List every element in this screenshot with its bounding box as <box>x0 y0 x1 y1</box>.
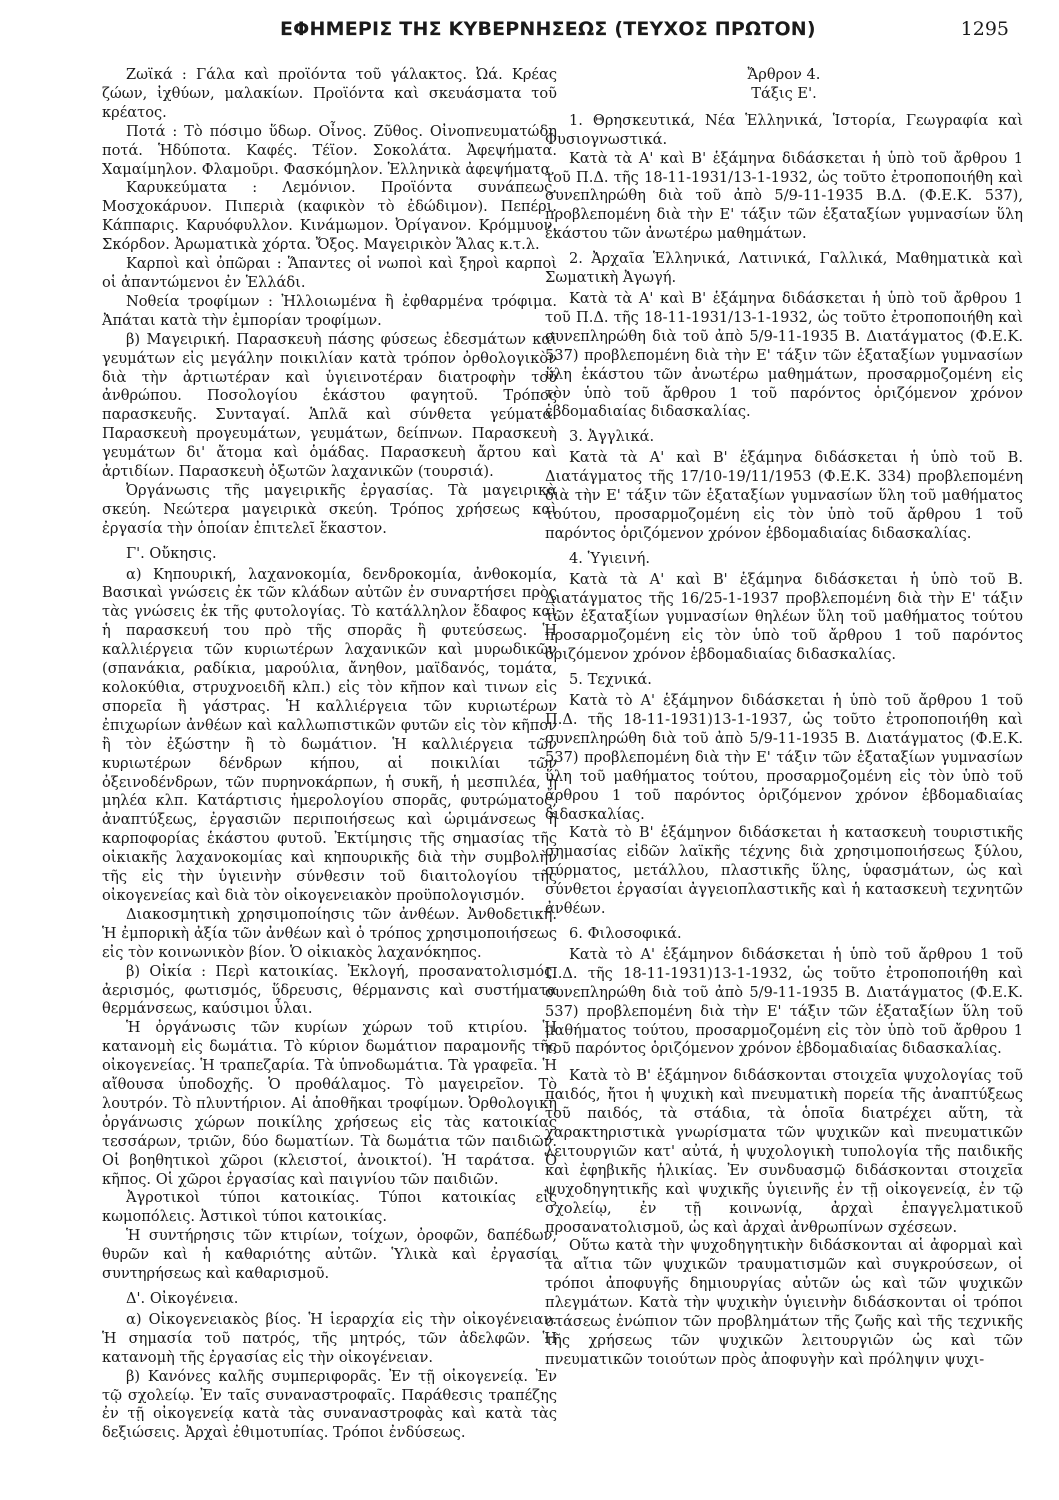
page-header <box>100 18 1019 58</box>
page-number: 1295 <box>960 18 1009 40</box>
left-column <box>102 66 557 1443</box>
paragraph: Νοθεία τροφίμων : Ἠλλοιωμένα ἢ ἐφθαρμένα τρόφιμα. Ἀπάται κατὰ τὴν ἐμπορίαν τροφίμων. <box>102 292 557 329</box>
paragraph: Κατὰ τὰ Α' καὶ Β' ἑξάμηνα διδάσκεται ἡ ὑπὸ τοῦ ἄρθρου 1 τοῦ Π.Δ. τῆς 18-11-1931/13-1-1932, ὡς τοῦτο ἐτροποποιήθη καὶ συνεπληρώθη διὰ τοῦ ἀπὸ 5/9-11-1935 Β. Διατάγματος (Φ.Ε.Κ. 537) προβλεπομένη διὰ τὴν Ε' τάξιν τῶν ἑξαταξίων γυμνασίων ὕλη ἑκάστου τῶν ἀνωτέρω μαθημάτων, προσαρμοζομένη εἰς τὸν ὑπὸ τοῦ ἄρθρου 1 τοῦ παρόντος ὁριζόμενον χρόνον ἑβδομαδιαίας διδασκαλίας. <box>545 289 1023 421</box>
paragraph: Ἡ συντήρησις τῶν κτιρίων, τοίχων, ὀροφῶν, δαπέδων, θυρῶν καὶ ἡ καθαριότης αὐτῶν. Ὑλικὰ καὶ ἐργασίαι συντηρήσεως καὶ καθαρισμοῦ. <box>102 1227 557 1283</box>
section-heading: Γ'. Οὔκησις. <box>126 544 217 562</box>
paragraph: Ἡ ὀργάνωσις τῶν κυρίων χώρων τοῦ κτιρίου. Ἡ κατανομὴ εἰς δωμάτια. Τὸ κύριον δωμάτιον παραμονῆς τῆς οἰκογενείας. Ἡ τραπεζαρία. Τὰ ὑπνοδωμάτια. Τὰ γραφεῖα. Ἡ αἴθουσα ὑποδοχῆς. Ὁ προθάλαμος. Τὸ μαγειρεῖον. Τὸ λουτρόν. Τὸ πλυντήριον. Αἱ ἀποθῆκαι τροφίμων. Ὀρθολογικὴ ὀργάνωσις χώρων ποικίλης χρήσεως εἰς τὰς κατοικίας τεσσάρων, τριῶν, δύο δωματίων. Τὰ δωμάτια τῶν παιδιῶν. Οἱ βοηθητικοὶ χῶροι (κλειστοί, ἀνοικτοί). Ἡ ταράτσα. Ὁ κῆπος. Οἱ χῶροι ἐργασίας καὶ παιγνίου τῶν παιδιῶν. <box>102 1019 557 1188</box>
paragraph: Κατὰ τὸ Β' ἑξάμηνον διδάσκεται ἡ κατασκευὴ τουριστικῆς σημασίας εἰδῶν λαϊκῆς τέχνης διὰ χρησιμοποιήσεως ξύλου, σύρματος, μετάλλου, πλαστικῆς ὕλης, ὑφασμάτων, ὡς καὶ σύνθετοι ἐργασίαι ἀγγειοπλαστικῆς καὶ ἡ κατασκευὴ τεχνητῶν ἀνθέων. <box>545 824 1023 918</box>
paragraph: Καρποὶ καὶ ὀπῶραι : Ἅπαντες οἱ νωποὶ καὶ ξηροὶ καρποὶ οἱ ἀπαντώμενοι ἐν Ἑλλάδι. <box>102 255 557 291</box>
paragraph: Κατὰ τὰ Α' καὶ Β' ἑξάμηνα διδάσκεται ἡ ὑπὸ τοῦ ἄρθρου 1 τοῦ Π.Δ. τῆς 18-11-1931/13-1-1932, ὡς τοῦτο ἐτροποποιήθη καὶ συνεπληρώθη διὰ τοῦ ἀπὸ 5/9-11-1935 Β.Δ. (Φ.Ε.Κ. 537), προβλεπομένη διὰ τὴν Ε' τάξιν τῶν ἑξαταξίων γυμνασίων ὕλη ἑκάστου τῶν ἀνωτέρω μαθημάτων. <box>545 149 1023 243</box>
paragraph: α) Οἰκογενειακὸς βίος. Ἡ ἱεραρχία εἰς τὴν οἰκογένειαν. Ἡ σημασία τοῦ πατρός, τῆς μητρός, τῶν ἀδελφῶν. Ἡ κατανομὴ τῆς ἐργασίας εἰς τὴν οἰκογένειαν. <box>102 1310 557 1366</box>
subject-heading: 5. Τεχνικά. <box>569 671 652 689</box>
subject-heading: 2. Ἀρχαῖα Ἑλληνικά, Λατινικά, Γαλλικά, Μαθηματικὰ καὶ Σωματικὴ Ἀγωγή. <box>545 250 1023 287</box>
section-heading: Δ'. Οἰκογένεια. <box>126 1290 239 1307</box>
article-title: Ἄρθρον 4. <box>747 66 821 83</box>
gazette-title: ΕΦΗΜΕΡΙΣ ΤΗΣ ΚΥΒΕΡΝΗΣΕΩΣ (ΤΕΥΧΟΣ ΠΡΩΤΟΝ) <box>280 18 816 40</box>
paragraph: Κατὰ τὰ Α' καὶ Β' ἑξάμηνα διδάσκεται ἡ ὑπὸ τοῦ Β. Διατάγματος τῆς 17/10-19/11/1953 (Φ.Ε.Κ. 334) προβλεπομένη διὰ τὴν Ε' τάξιν τῶν ἑξαταξίων γυμνασίων ὕλη τοῦ μαθήματος τούτου, προσαρμοζομένη εἰς τὸν ὑπὸ τοῦ ἄρθρου 1 τοῦ παρόντος ὁριζόμενον χρόνον ἑβδομαδιαίας διδασκαλίας. <box>545 449 1023 542</box>
paragraph: Κατὰ τὰ Α' καὶ Β' ἑξάμηνα διδάσκεται ἡ ὑπὸ τοῦ Β. Διατάγματος τῆς 16/25-1-1937 προβλεπομένη διὰ τὴν Ε' τάξιν τῶν ἑξαταξίων γυμνασίων θηλέων ὕλη τοῦ μαθήματος τούτου προσαρμοζομένη εἰς τὸν ὑπὸ τοῦ ἄρθρου 1 τοῦ παρόντος ὁριζόμενον χρόνον ἑβδομαδιαίας διδασκαλίας. <box>545 570 1023 664</box>
subject-heading: 4. Ὑγιεινή. <box>569 549 650 567</box>
paragraph: β) Κανόνες καλῆς συμπεριφορᾶς. Ἐν τῇ οἰκογενείᾳ. Ἐν τῷ σχολείῳ. Ἐν ταῖς συναναστροφαῖς. Παράθεσις τραπέζης ἐν τῇ οἰκογενείᾳ κατὰ τὰς συναναστροφὰς καὶ κατὰ τὰς δεξιώσεις. Ἀρχαὶ ἐθιμοτυπίας. Τρόποι ἐνδύσεως. <box>102 1367 557 1442</box>
paragraph: Οὕτω κατὰ τὴν ψυχοδηγητικὴν διδάσκονται αἱ ἀφορμαὶ καὶ τὰ αἴτια τῶν ψυχικῶν τραυματισμῶν καὶ συγκρούσεων, οἱ τρόποι ἀποφυγῆς δημιουργίας αὐτῶν ὡς καὶ τῶν ψυχικῶν πλεγμάτων. Κατὰ τὴν ψυχικὴν ὑγιεινὴν διδάσκονται οἱ τρόποι στάσεως ἐνώπιον τῶν προβλημάτων τῆς ζωῆς καὶ τῆς τεχνικῆς τῆς χρήσεως τῶν ψυχικῶν λειτουργιῶν ὡς καὶ τῶν πνευματικῶν τοιούτων πρὸς ἀποφυγὴν καὶ πρόληψιν ψυχι- <box>545 1237 1023 1368</box>
paragraph: Ὀργάνωσις τῆς μαγειρικῆς ἐργασίας. Τὰ μαγειρικὰ σκεύη. Νεώτερα μαγειρικὰ σκεύη. Τρόπος χρήσεως καὶ ἐργασία τὴν ὁποίαν ἐπιτελεῖ ἕκαστον. <box>102 481 557 537</box>
paragraph: Κατὰ τὸ Α' ἑξάμηνον διδάσκεται ἡ ὑπὸ τοῦ ἄρθρου 1 τοῦ Π.Δ. τῆς 18-11-1931)13-1-1932, ὡς τοῦτο ἐτροποποιήθη καὶ συνεπληρώθη διὰ τοῦ ἀπὸ 5/9-11-1935 Β. Διατάγματος (Φ.Ε.Κ. 537) προβλεπομένη διὰ τὴν Ε' τάξιν τῶν ἑξαταξίων ὕλη τοῦ μαθήματος τούτου, προσαρμοζομένη εἰς τὸν ὑπὸ τοῦ ἄρθρου 1 τοῦ παρόντος ὁριζόμενον χρόνον ἑβδομαδιαίας διδασκαλίας. <box>545 945 1023 1058</box>
paragraph: Κατὰ τὸ Β' ἑξάμηνον διδάσκονται στοιχεῖα ψυχολογίας τοῦ παιδός, ἤτοι ἡ ψυχικὴ καὶ πνευματικὴ πορεία τῆς ἀναπτύξεως τοῦ παιδός, τὰ στάδια, τὰ ὁποῖα διατρέχει αὕτη, τὰ χαρακτηριστικὰ γνωρίσματα τῶν ψυχικῶν καὶ πνευματικῶν λειτουργιῶν κατ' αὐτά, ἡ ψυχολογικὴ τυπολογία τῆς παιδικῆς καὶ ἐφηβικῆς ἡλικίας. Ἐν συνδυασμῷ διδάσκονται στοιχεῖα ψυχοδηγητικῆς καὶ ψυχικῆς ὑγιεινῆς ἐν τῇ οἰκογενείᾳ, ἐν τῷ σχολείῳ, ἐν τῇ κοινωνίᾳ, ἀρχαὶ ἐπαγγελματικοῦ προσανατολισμοῦ, ὡς καὶ ἀρχαὶ ἀνθρωπίνων σχέσεων. <box>545 1067 1023 1236</box>
paragraph: α) Κηπουρική, λαχανοκομία, δενδροκομία, ἀνθοκομία, Βασικαὶ γνώσεις ἐκ τῶν κλάδων αὐτῶν ἐν συναρτήσει πρὸς τὰς γνώσεις ἐκ τῆς φυτολογίας. Τὸ κατάλληλον ἔδαφος καὶ ἡ παρασκευή του πρὸ τῆς σπορᾶς ἢ φυτεύσεως. Ἡ καλλιέργεια τῶν κυριωτέρων λαχανικῶν καὶ μυρωδικῶν (σπανάκια, ραδίκια, μαρούλια, ἄνηθον, μαϊδανός, τομάτα, κολοκύθια, στρυχνοειδῆ κλπ.) εἰς τὸν κῆπον καὶ τινων εἰς σπορεῖα ἢ γάστρας. Ἡ καλλιέργεια τῶν κυριωτέρων ἐπιχωρίων ἀνθέων καὶ καλλωπιστικῶν φυτῶν εἰς τὸν κῆπον ἢ τὸν ἐξώστην ἢ τὸ δωμάτιον. Ἡ καλλιέργεια τῶν κυριωτέρων δένδρων κήπου, αἱ ποικιλίαι τῶν ὀξεινοδένδρων, τῶν πυρηνοκάρπων, ἡ συκῆ, ἡ μεσπιλέα, ἡ μηλέα κλπ. Κατάρτισις ἡμερολογίου σπορᾶς, φυτρώματος, ἀναπτύξεως, ἐργασιῶν περιποιήσεως καὶ ὡριμάνσεως ἢ καρποφορίας ἑκάστου φυτοῦ. Ἐκτίμησις τῆς σημασίας τῆς οἰκιακῆς λαχανοκομίας καὶ κηπουρικῆς διὰ τὴν συμβολὴν τῆς εἰς τὴν ὑγιεινὴν σύνθεσιν τοῦ διαιτολογίου τῆς οἰκογενείας καὶ διὰ τὸν οἰκογενειακὸν προϋπολογισμόν. <box>102 565 557 904</box>
subject-heading: 6. Φιλοσοφικά. <box>569 924 682 942</box>
paragraph: Διακοσμητικὴ χρησιμοποίησις τῶν ἀνθέων. Ἀνθοδετική. Ἡ ἐμπορικὴ ἀξία τῶν ἀνθέων καὶ ὁ τρόπος χρησιμοποιήσεως εἰς τὸν κοινωνικὸν βίον. Ὁ οἰκιακὸς λαχανόκηπος. <box>102 905 557 961</box>
paragraph: Ἀγροτικοὶ τύποι κατοικίας. Τύποι κατοικίας εἰς κωμοπόλεις. Ἀστικοὶ τύποι κατοικίας. <box>102 1189 557 1226</box>
subject-heading: 1. Θρησκευτικά, Νέα Ἑλληνικά, Ἱστορία, Γεωγραφία καὶ Φυσιογνωστικά. <box>545 111 1023 148</box>
paragraph: Καρυκεύματα : Λεμόνιον. Προϊόντα συνάπεως. Μοσχοκάρυον. Πιπεριὰ (καφικὸν τὸ ἐδώδιμον). Πεπέρι. Κάππαρις. Καρυόφυλλον. Κινάμωμον. Ὀρίγανον. Κρόμμυον. Σκόρδον. Ἀρωματικὰ χόρτα. Ὄξος. Μαγειρικὸν Ἅλας κ.τ.λ. <box>102 179 557 254</box>
paragraph: Ποτά : Τὸ πόσιμο ὕδωρ. Οἶνος. Ζῦθος. Οἰνοπνευματώδη ποτά. Ἡδύποτα. Καφές. Τέϊον. Σοκολάτα. Ἀφεψήματα. Χαμαίμηλον. Φλαμοῦρι. Φασκόμηλον. Ἑλληνικὰ ἀφεψήματα. <box>102 122 557 178</box>
paragraph: β) Οἰκία : Περὶ κατοικίας. Ἐκλογή, προσανατολισμός, ἀερισμός, φωτισμός, ὕδρευσις, θέρμανσις καὶ συστήματα θερμάνσεως, καύσιμοι ὗλαι. <box>102 962 557 1018</box>
paragraph: β) Μαγειρική. Παρασκευὴ πάσης φύσεως ἐδεσμάτων καὶ γευμάτων εἰς μεγάλην ποικιλίαν κατὰ τρόπον ὀρθολογικὸν διὰ τὴν ἀρτιωτέραν καὶ ὑγιεινοτέραν διατροφὴν τοῦ ἀνθρώπου. Ποσολογίου ἑκάστου φαγητοῦ. Τρόπος παρασκευῆς. Συνταγαί. Ἁπλᾶ καὶ σύνθετα γεύματα. Παρασκευὴ προγευμάτων, γευμάτων, δείπνων. Παρασκευὴ γευμάτων δι' ἄτομα καὶ ὁμάδας. Παρασκευὴ ἄρτου καὶ ἀρτιδίων. Παρασκευὴ ὀξωτῶν λαχανικῶν (τουρσιά). <box>102 330 557 481</box>
subject-heading: 3. Ἀγγλικά. <box>569 428 655 446</box>
paragraph: Ζωϊκά : Γάλα καὶ προϊόντα τοῦ γάλακτος. Ὠά. Κρέας ζώων, ἰχθύων, μαλακίων. Προϊόντα καὶ σκευάσματα τοῦ κρέατος. <box>102 66 557 121</box>
class-title: Τάξις Ε'. <box>751 84 817 102</box>
right-column <box>545 66 1023 1370</box>
paragraph: Κατὰ τὸ Α' ἑξάμηνον διδάσκεται ἡ ὑπὸ τοῦ ἄρθρου 1 τοῦ Π.Δ. τῆς 18-11-1931)13-1-1937, ὡς τοῦτο ἐτροποποιήθη καὶ συνεπληρώθη διὰ τοῦ ἀπὸ 5/9-11-1935 Β. Διατάγματος (Φ.Ε.Κ. 537) προβλεπομένη διὰ τὴν Ε' τάξιν τῶν ἑξαταξίων γυμνασίων ὕλη τοῦ μαθήματος τούτου, προσαρμοζομένη εἰς τὸν ὑπὸ τοῦ ἄρθρου 1 τοῦ παρόντος ὁριζόμενον χρόνον ἑβδομαδιαίας διδασκαλίας. <box>545 692 1023 823</box>
